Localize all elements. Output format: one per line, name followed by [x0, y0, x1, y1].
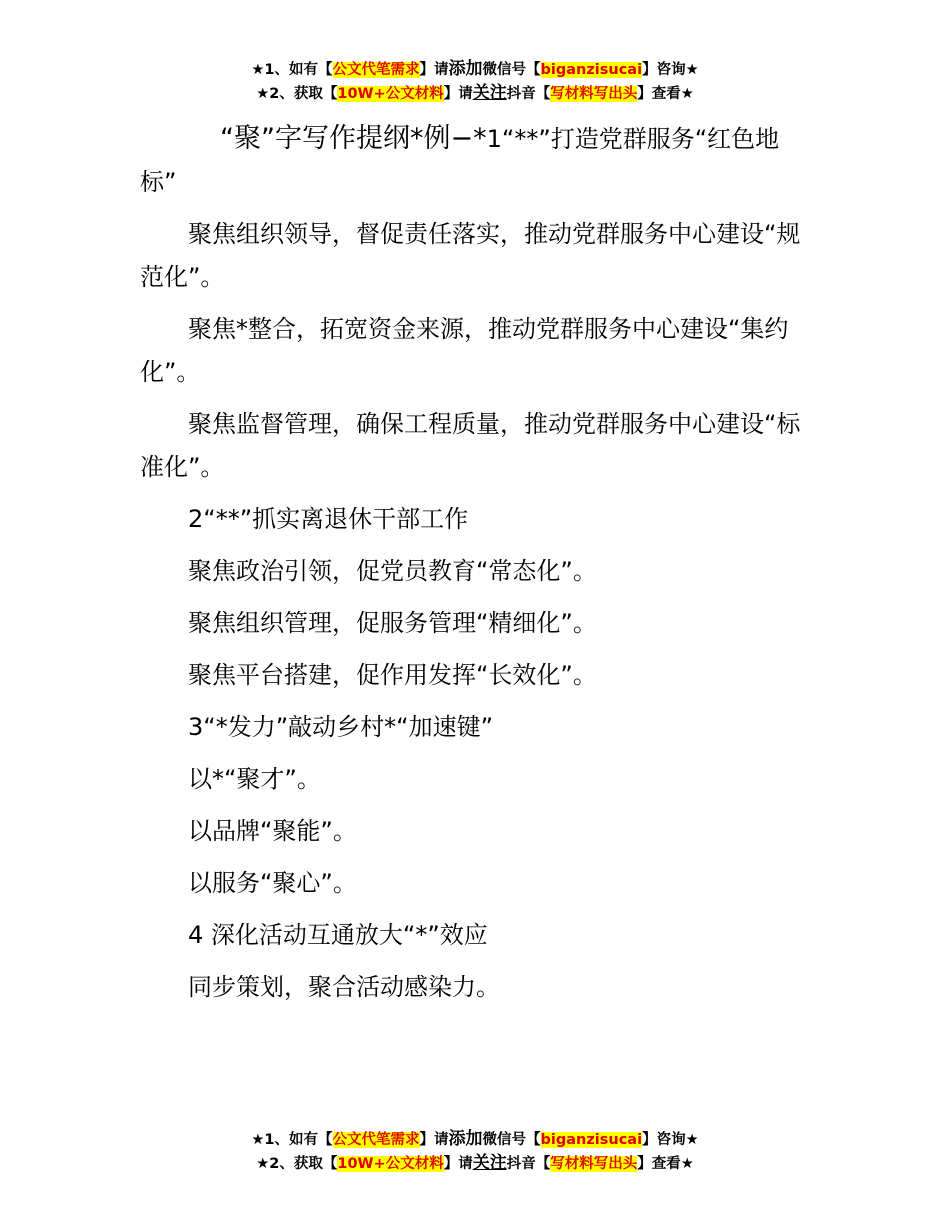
banner-text: 微信号【	[482, 62, 541, 78]
banner-text: 微信号【	[482, 1132, 541, 1148]
banner-line-1	[0, 58, 950, 82]
banner-text: 】查看★	[637, 86, 694, 102]
banner-text: 】咨询★	[642, 62, 699, 78]
section-heading: 4 深化活动互通放大“*”效应	[188, 921, 488, 949]
banner-line-2	[0, 1152, 950, 1176]
paragraph: 以服务“聚心”。	[188, 869, 357, 897]
banner-wechat-id: biganzisucai	[540, 1132, 643, 1148]
banner-douyin-id: 写材料写出头	[550, 1156, 638, 1172]
paragraph: 聚焦组织领导，督促责任落实，推动党群服务中心建设“规范化”。	[140, 220, 801, 291]
section-heading: 3“*发力”敲动乡村*“加速键”	[188, 713, 494, 741]
banner-text: 抖音【	[506, 1156, 551, 1172]
banner-text: ★2、获取【	[256, 86, 338, 102]
paragraph: 聚焦组织管理，促服务管理“精细化”。	[188, 609, 597, 637]
banner-line-1	[0, 1128, 950, 1152]
paragraph: 同步策划，聚合活动感染力。	[188, 973, 500, 1001]
banner-text: ★1、如有【	[251, 1132, 333, 1148]
paragraph: 聚焦监督管理，确保工程质量，推动党群服务中心建设“标准化”。	[140, 410, 801, 481]
banner-text: 】请	[419, 1132, 449, 1148]
banner-text: 】查看★	[637, 1156, 694, 1172]
document-title	[140, 117, 812, 204]
bottom-banner	[0, 1128, 950, 1176]
banner-emphasis: 添加	[448, 59, 483, 79]
banner-highlight: 10W+公文材料	[337, 1156, 444, 1172]
banner-text: 抖音【	[506, 86, 551, 102]
paragraph: 聚焦平台搭建，促作用发挥“长效化”。	[188, 661, 597, 689]
banner-emphasis: 关注	[472, 83, 507, 103]
banner-line-2	[0, 82, 950, 106]
banner-wechat-id: biganzisucai	[540, 62, 643, 78]
document-body	[140, 117, 812, 1018]
paragraph: 聚焦*整合，拓宽资金来源，推动党群服务中心建设“集约化”。	[140, 315, 789, 386]
banner-text: 】请	[443, 1156, 473, 1172]
banner-douyin-id: 写材料写出头	[550, 86, 638, 102]
banner-emphasis: 添加	[448, 1129, 483, 1149]
paragraph: 以品牌“聚能”。	[188, 817, 357, 845]
top-banner	[0, 58, 950, 106]
title-section-1: 1“**”打造党群服务“红色地标”	[140, 125, 780, 196]
title-main: “聚”字写作提纲*例−*	[220, 123, 487, 154]
banner-highlight: 10W+公文材料	[337, 86, 444, 102]
banner-emphasis: 关注	[472, 1153, 507, 1173]
paragraph: 以*“聚才”。	[188, 765, 321, 793]
banner-text: 】请	[443, 86, 473, 102]
banner-highlight: 公文代笔需求	[332, 62, 420, 78]
banner-text: 】咨询★	[642, 1132, 699, 1148]
section-heading: 2“**”抓实离退休干部工作	[188, 505, 469, 533]
paragraph: 聚焦政治引领，促党员教育“常态化”。	[188, 557, 597, 585]
banner-text: 】请	[419, 62, 449, 78]
banner-highlight: 公文代笔需求	[332, 1132, 420, 1148]
banner-text: ★1、如有【	[251, 62, 333, 78]
banner-text: ★2、获取【	[256, 1156, 338, 1172]
